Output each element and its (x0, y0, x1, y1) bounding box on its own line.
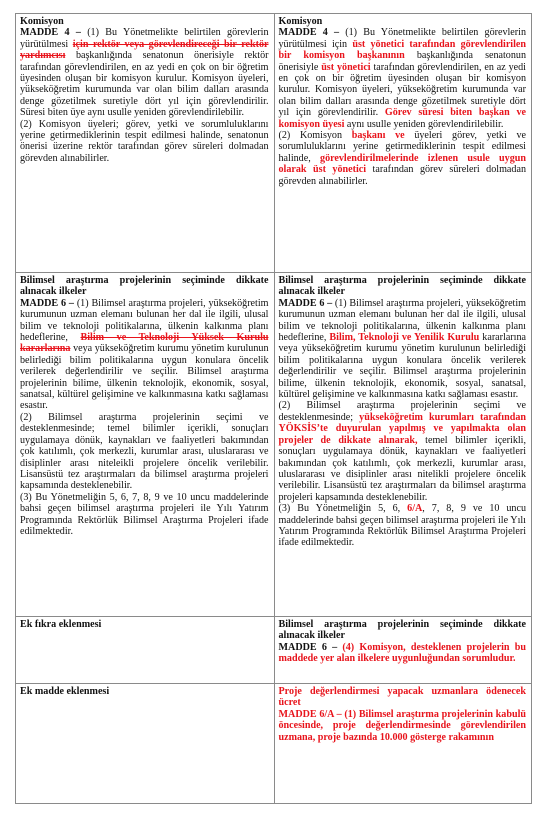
text-run: Bilimsel araştırma projelerinin seçiminde dikkate alınacak ilkeler (20, 275, 269, 298)
added-text: Bilim, Teknoloji ve Yenilik Kurulu (329, 332, 480, 344)
table-row (16, 616, 531, 683)
old-text-cell (16, 617, 274, 683)
paragraph (20, 119, 269, 165)
text-run: Komisyon (278, 16, 323, 27)
text-run: kararlarına veya yükseköğretim kurumu yönetim kurulunun belirlediği bilim politikalarına uygun konulara öncelik verilerek değerlendirilir ve seçilir. Bilimsel araştırma projelerinin bilime, ülkenin teknolojik, ekonomik, sosyal, sanatsal, kültürel gelişimine ve kalkınmasına katkı sağlaması esastır. (278, 332, 526, 401)
paragraph (279, 27, 527, 130)
text-run: MADDE 6 – (20, 297, 77, 309)
text-run: (2) Bilimsel araştırma projelerinin seçimi ve desteklenmesinde; temel bilimler içerikli, sonuçları uygulamaya dönük, kaynakları ve faaliyetleri bakımından çok katılımlı, çok merkezli, kurumlar arası, uluslararası ve disiplinler arası niteleikli projelere öncelik verilebilir. Lisansüstü tez araştırmaları da bilimsel araştırma projeleri kapsamında desteklenebilir. (20, 411, 269, 492)
paragraph (20, 619, 269, 630)
text-run: (3) Bu Yönetmeliğin 5, 6, 7, 8, 9 ve 10 uncu maddelerinde bahsi geçen bilimsel araştırma projeleri ile Yılı Yatırım Programında Rektörlük Bilimsel Araştırma Projeleri ifade edilmektedir. (20, 491, 269, 537)
added-text: üst yönetici tarafından görevlendirilen bir komisyon başkanının (278, 38, 526, 62)
text-run: Bilimsel araştırma projelerinin seçiminde dikkate alınacak ilkeler (278, 275, 526, 298)
paragraph (279, 619, 527, 642)
text-run: (1) Bu Yönetmelikte belirtilen görevlerin yürütülmesi (20, 27, 269, 50)
added-text: 6/A (407, 503, 423, 515)
paragraph (279, 16, 527, 27)
paragraph (279, 709, 527, 743)
text-run: başkanlığında senatonun önerisiyle rektör tarafından görevlendirilen, en az yedi en çok on bir öğretim üyesinden oluşan bir komisyon kurulur. Komisyon üyeleri, yükseköğretim kurumunda var olan bilim dalları arasında denge gözetilmek suretiyle dört yıl için görevlendirilir. Süresi biten üye aynı usulle yeniden görevlendirilebilir. (20, 50, 269, 119)
paragraph (279, 686, 527, 709)
table-row (16, 14, 531, 272)
paragraph (279, 642, 527, 665)
new-text-cell (274, 14, 532, 272)
new-text-cell (274, 617, 532, 683)
paragraph (20, 16, 269, 27)
paragraph (279, 275, 527, 298)
old-text-cell (16, 14, 274, 272)
paragraph (279, 400, 527, 503)
old-text-cell (16, 684, 274, 803)
paragraph (20, 275, 269, 298)
added-text: üst yönetici (321, 61, 371, 73)
table-row (16, 272, 531, 616)
text-run: (1) Bu Yönetmelikte belirtilen görevlerin yürütülmesi için (278, 27, 527, 50)
text-run: MADDE 6 – (278, 641, 343, 653)
text-run: tarafından görev süreleri dolmadan görevden alınabilirler. (278, 164, 526, 187)
added-text: Proje değerlendirmesi yapacak uzmanlara ödenecek ücret (278, 686, 526, 709)
text-run: (3) Bu Yönetmeliğin 5, 6, (278, 503, 408, 515)
text-run: (2) Komisyon (278, 130, 352, 142)
text-run: Ek madde eklenmesi (20, 686, 110, 697)
text-run: başkanlığında senatonun önerisiyle (278, 50, 526, 73)
text-run: MADDE 4 – (20, 27, 88, 39)
added-text: Görev süresi biten başkan ve komisyon üyesi (278, 107, 526, 130)
added-text: görevlendirilmelerinde izlenen usule uygun olarak üst yönetici (278, 152, 526, 176)
deleted-text: Bilim ve Teknoloji Yüksek Kurulu kararlarına (20, 332, 269, 355)
paragraph (20, 298, 269, 412)
paragraph (20, 686, 269, 697)
added-text: (4) Komisyon, desteklenen projelerin bu maddede yer alan ilkelere uygunluğundan sorumludur. (278, 641, 526, 665)
text-run: üyeleri görev, yetki ve sorumluluklarını yerine getirmediklerinin tespit edilmesi halinde, (278, 130, 526, 164)
text-run: aynı usulle yeniden görevlendirilebilir. (344, 118, 504, 130)
text-run: MADDE 4 – (278, 27, 346, 39)
text-run: , 7, 8, 9 ve 10 uncu maddelerinde bahsi geçen bilimsel araştırma projeleri ile Yılı Yatırım Programında Rektörlük Bilimsel Araştırma Projeleri ifade edilmektedir. (278, 503, 526, 549)
comparison-table (15, 13, 532, 804)
text-run: (1) Bilimsel araştırma projeleri, yükseköğretim kurumunun uzman elemanı bulunan her dal ile ilgili, ulusal bilim ve teknoloji politikalarına, ülkenin kalkınma planı hedeflerine, (20, 297, 269, 344)
table-row (16, 683, 531, 803)
paragraph (279, 298, 527, 401)
added-text: yükseköğretim kurumları tarafından YÖKSİS’te duyurulan yapılmış ve yapılmakta olan projeler de dikkate alınarak, (278, 411, 526, 446)
deleted-text: için rektör veya görevlendireceği bir rektör yardımcısı (20, 38, 269, 62)
new-text-cell (274, 273, 532, 616)
text-run: Bilimsel araştırma projelerinin seçiminde dikkate alınacak ilkeler (278, 619, 526, 642)
text-run: (1) Bilimsel araştırma projeleri, yükseköğretim kurumunun uzman elemanı bulunan her dal ile ilgili, ulusal bilim ve teknoloji politikalarına, ülkenin kalkınma planı hedeflerine, (278, 297, 527, 344)
text-run: MADDE 6 – (278, 297, 335, 309)
paragraph (20, 27, 269, 118)
text-run: veya yükseköğretim kurumu yönetim kurulunun belirlediği bilim politikalarına uygun konulara öncelik verilerek değerlendirilir ve seçilir. Bilimsel araştırma projelerinin bilime, ülkenin teknolojik, ekonomik, sosyal, sanatsal, kültürel gelişimine ve kalkınmasına katkı sağlaması esastır. (20, 343, 269, 412)
old-text-cell (16, 273, 274, 616)
paragraph (279, 503, 527, 549)
text-run: temel bilimler içerikli, sonuçları uygulamaya dönük, kaynakları ve faaliyetleri bakımından çok katılımlı, çok merkezli, kurumlar arası, uluslararası ve disiplinler arası nitelikli projelere öncelik verilebilir. Lisansüstü tez araştırmaları da bilimsel araştırma projeleri kapsamında desteklenebilir. (278, 434, 526, 503)
text-run: (2) Bilimsel araştırma projelerinin seçimi ve desteklenmesinde; (278, 400, 526, 423)
added-text: başkanı ve (351, 130, 405, 142)
paragraph (20, 492, 269, 538)
paragraph (20, 412, 269, 492)
paragraph (279, 130, 527, 187)
text-run: tarafından görevlendirilen, en az yedi en çok on bir öğretim üyesinden oluşan bir komisyon kurulur. Komisyon üyeleri, yükseköğretim kurumunda var olan bilim dalları arasında denge gözetilmek suretiyle dört yıl için görevlendirilir. (278, 61, 526, 119)
text-run: Ek fıkra eklenmesi (20, 619, 102, 630)
new-text-cell (274, 684, 532, 803)
text-run: (2) Komisyon üyeleri; görev, yetki ve sorumluluklarını yerine getirmediklerinin tespit edilmesi halinde, senatonun önerisi üzerine rektör tarafından görev süreleri dolmadan görevden alınabilirler. (20, 118, 269, 164)
text-run: Komisyon (20, 16, 64, 27)
added-text: MADDE 6/A – (1) Bilimsel araştırma projelerinin kabulü öncesinde, proje değerlendirmesinde görevlendirilen uzmana, proje bazında 10.000 gösterge rakamının (278, 708, 526, 743)
